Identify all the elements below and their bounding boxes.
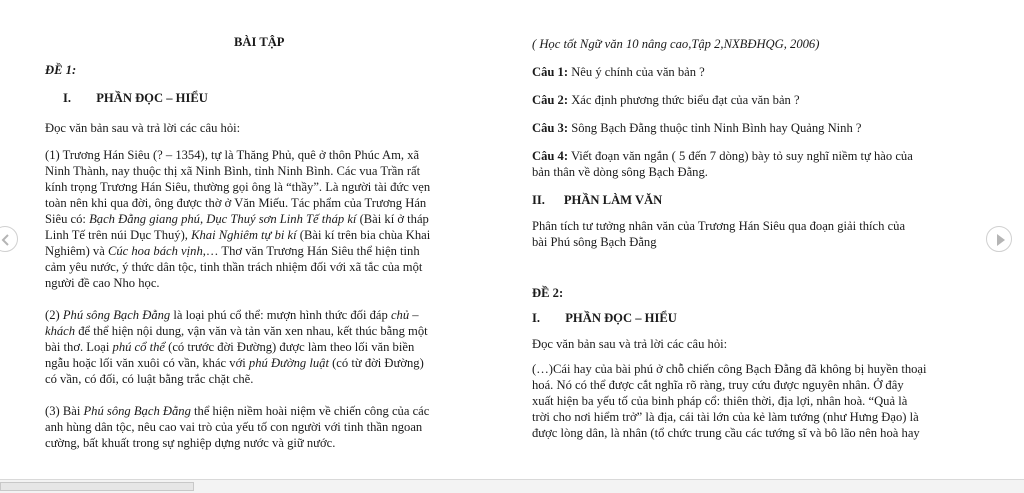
paragraph-line [45, 403, 429, 419]
scrollbar-thumb[interactable] [0, 482, 194, 491]
paragraph-line: xuất hiện ba yếu tố của binh pháp cổ: thiên thời, địa lợi, nhân hoà. “Quả là [532, 394, 908, 408]
text-run: (Bài kí ở tháp [356, 212, 429, 226]
chevron-left-icon [0, 227, 19, 253]
text-run: thể hiện niềm hoài niệm về chiến công của các [190, 404, 430, 418]
text-run: (có từ đời Đường) [328, 356, 424, 370]
emphasis: chủ – [390, 308, 419, 322]
document-title: BÀI TẬP [234, 35, 285, 49]
text-run: Siêu có: [45, 212, 90, 226]
text-run: (3) Bài [45, 404, 84, 418]
text-run: Nghiêm) và [45, 244, 108, 258]
question-3 [532, 120, 862, 136]
chevron-right-icon [987, 227, 1013, 253]
writing-section-heading: II. PHẦN LÀM VĂN [532, 193, 663, 207]
paragraph-line [45, 355, 424, 371]
paragraph-line: (…)Cái hay của bài phú ở chỗ chiến công Bạch Đằng đã không bị huyền thoại [532, 362, 927, 376]
work-title: Phú sông Bạch Đằng [83, 404, 191, 418]
previous-page-button[interactable] [0, 226, 18, 252]
text-run: là loại phú cổ thể: mượn hình thức đối đáp [170, 308, 391, 322]
paragraph-line [45, 339, 414, 355]
paragraph-line: được lòng dân, là nhân (tổ chức trung cầu các tướng sĩ và bô lão nên hoà hay [532, 426, 920, 440]
paragraph-line: cảm yêu nước, ý thức dân tộc, tinh thần trách nhiệm đối với xã tắc của một [45, 260, 423, 274]
text-run: (2) [45, 308, 63, 322]
question-text: Sông Bạch Đằng thuộc tỉnh Ninh Bình hay Quảng Ninh ? [568, 121, 862, 135]
paragraph-line: toàn nên khi qua đời, ông được thờ ở Văn Miếu. Tác phẩm của Trương Hán [45, 196, 427, 210]
paragraph-line: người đề cao Nho học. [45, 276, 160, 290]
question-4 [532, 148, 913, 164]
paragraph-line: trời cho nơi hiểm trở” là địa, cái tài lớn của kẻ làm tướng (như Hưng Đạo) là [532, 410, 919, 424]
question-label: Câu 1: [532, 65, 569, 79]
paragraph-line: anh hùng dân tộc, nêu cao vai trò của yếu tố con người với tinh thần ngoan [45, 420, 423, 434]
emphasis: khách [45, 324, 76, 338]
text-run: ngẫu hoặc lối văn xuôi có vần, khác với [45, 356, 249, 370]
paragraph-line: (1) Trương Hán Siêu (? – 1354), tự là Thăng Phủ, quê ở thôn Phúc Am, xã [45, 148, 420, 162]
question-text: Xác định phương thức biểu đạt của văn bản ? [568, 93, 800, 107]
paragraph-line [45, 307, 419, 323]
text-run: để thể hiện nội dung, vận văn và tản văn xen nhau, kết thúc bằng một [75, 324, 428, 338]
text-run: (Bài kí trên bia chùa Khai [296, 228, 431, 242]
paragraph-line: có vần, có đối, có luật bằng trắc chặt chẽ. [45, 372, 254, 386]
paragraph-line [45, 243, 420, 259]
essay-prompt-line: Phân tích tư tưởng nhân văn của Trương Hán Siêu qua đoạn giải thích của [532, 219, 906, 233]
question-2 [532, 92, 800, 108]
question-label: Câu 4: [532, 149, 569, 163]
reading-section-heading: I. PHẦN ĐỌC – HIỂU [63, 91, 208, 105]
work-title: Phú sông Bạch Đằng [62, 308, 171, 322]
paragraph-line: hoá. Nó có thể được cắt nghĩa rõ ràng, truy cứu được nguyên nhân. Ở đây [532, 378, 904, 392]
work-title: Bạch Đằng giang phú, Dục Thuý sơn Linh Tế tháp kí [89, 212, 357, 226]
question-text: Nêu ý chính của văn bản ? [568, 65, 705, 79]
paragraph-line [45, 211, 429, 227]
question-1 [532, 64, 705, 80]
emphasis: phú cổ thể [112, 340, 165, 354]
question-4-continued: bản thân về dòng sông Bạch Đằng. [532, 165, 708, 179]
horizontal-scrollbar[interactable] [0, 479, 1024, 493]
essay-prompt-line: bài Phú sông Bạch Đằng [532, 235, 657, 249]
work-title: Cúc hoa bách vịnh [107, 244, 203, 258]
text-run: Linh Tế trên núi Dục Thuý), [45, 228, 192, 242]
text-run: (có trước đời Đường) được làm theo lối văn biền [164, 340, 415, 354]
question-label: Câu 3: [532, 121, 569, 135]
emphasis: phú Đường luật [248, 356, 329, 370]
paragraph-line [45, 227, 430, 243]
next-page-button[interactable] [986, 226, 1012, 252]
reading-section-heading-2: I. PHẦN ĐỌC – HIỂU [532, 311, 677, 325]
paragraph-line: Ninh Thành, nay thuộc thị xã Ninh Bình, tỉnh Ninh Bình. Các vua Trần rất [45, 164, 421, 178]
work-title: Khai Nghiêm tự bi kí [191, 228, 297, 242]
paragraph-line [45, 323, 428, 339]
exam-2-label: ĐỀ 2: [532, 286, 564, 300]
text-run: bài thơ. Loại [45, 340, 113, 354]
question-label: Câu 2: [532, 93, 569, 107]
source-citation: ( Học tốt Ngữ văn 10 nâng cao,Tập 2,NXBĐHQG, 2006) [532, 37, 820, 51]
question-text: Viết đoạn văn ngắn ( 5 đến 7 dòng) bày tỏ suy nghĩ niềm tự hào của [568, 149, 913, 163]
text-run: ,… Thơ văn Trương Hán Siêu thể hiện tinh [202, 244, 420, 258]
paragraph-line: cường, bất khuất trong sự nghiệp dựng nước và giữ nước. [45, 436, 336, 450]
exam-1-label: ĐỀ 1: [45, 63, 77, 77]
instruction-text-2: Đọc văn bản sau và trả lời các câu hỏi: [532, 337, 728, 351]
instruction-text: Đọc văn bản sau và trả lời các câu hỏi: [45, 121, 241, 135]
paragraph-line: kính trọng Trương Hán Siêu, thường gọi ông là “thầy”. Là người tài đức vẹn [45, 180, 431, 194]
